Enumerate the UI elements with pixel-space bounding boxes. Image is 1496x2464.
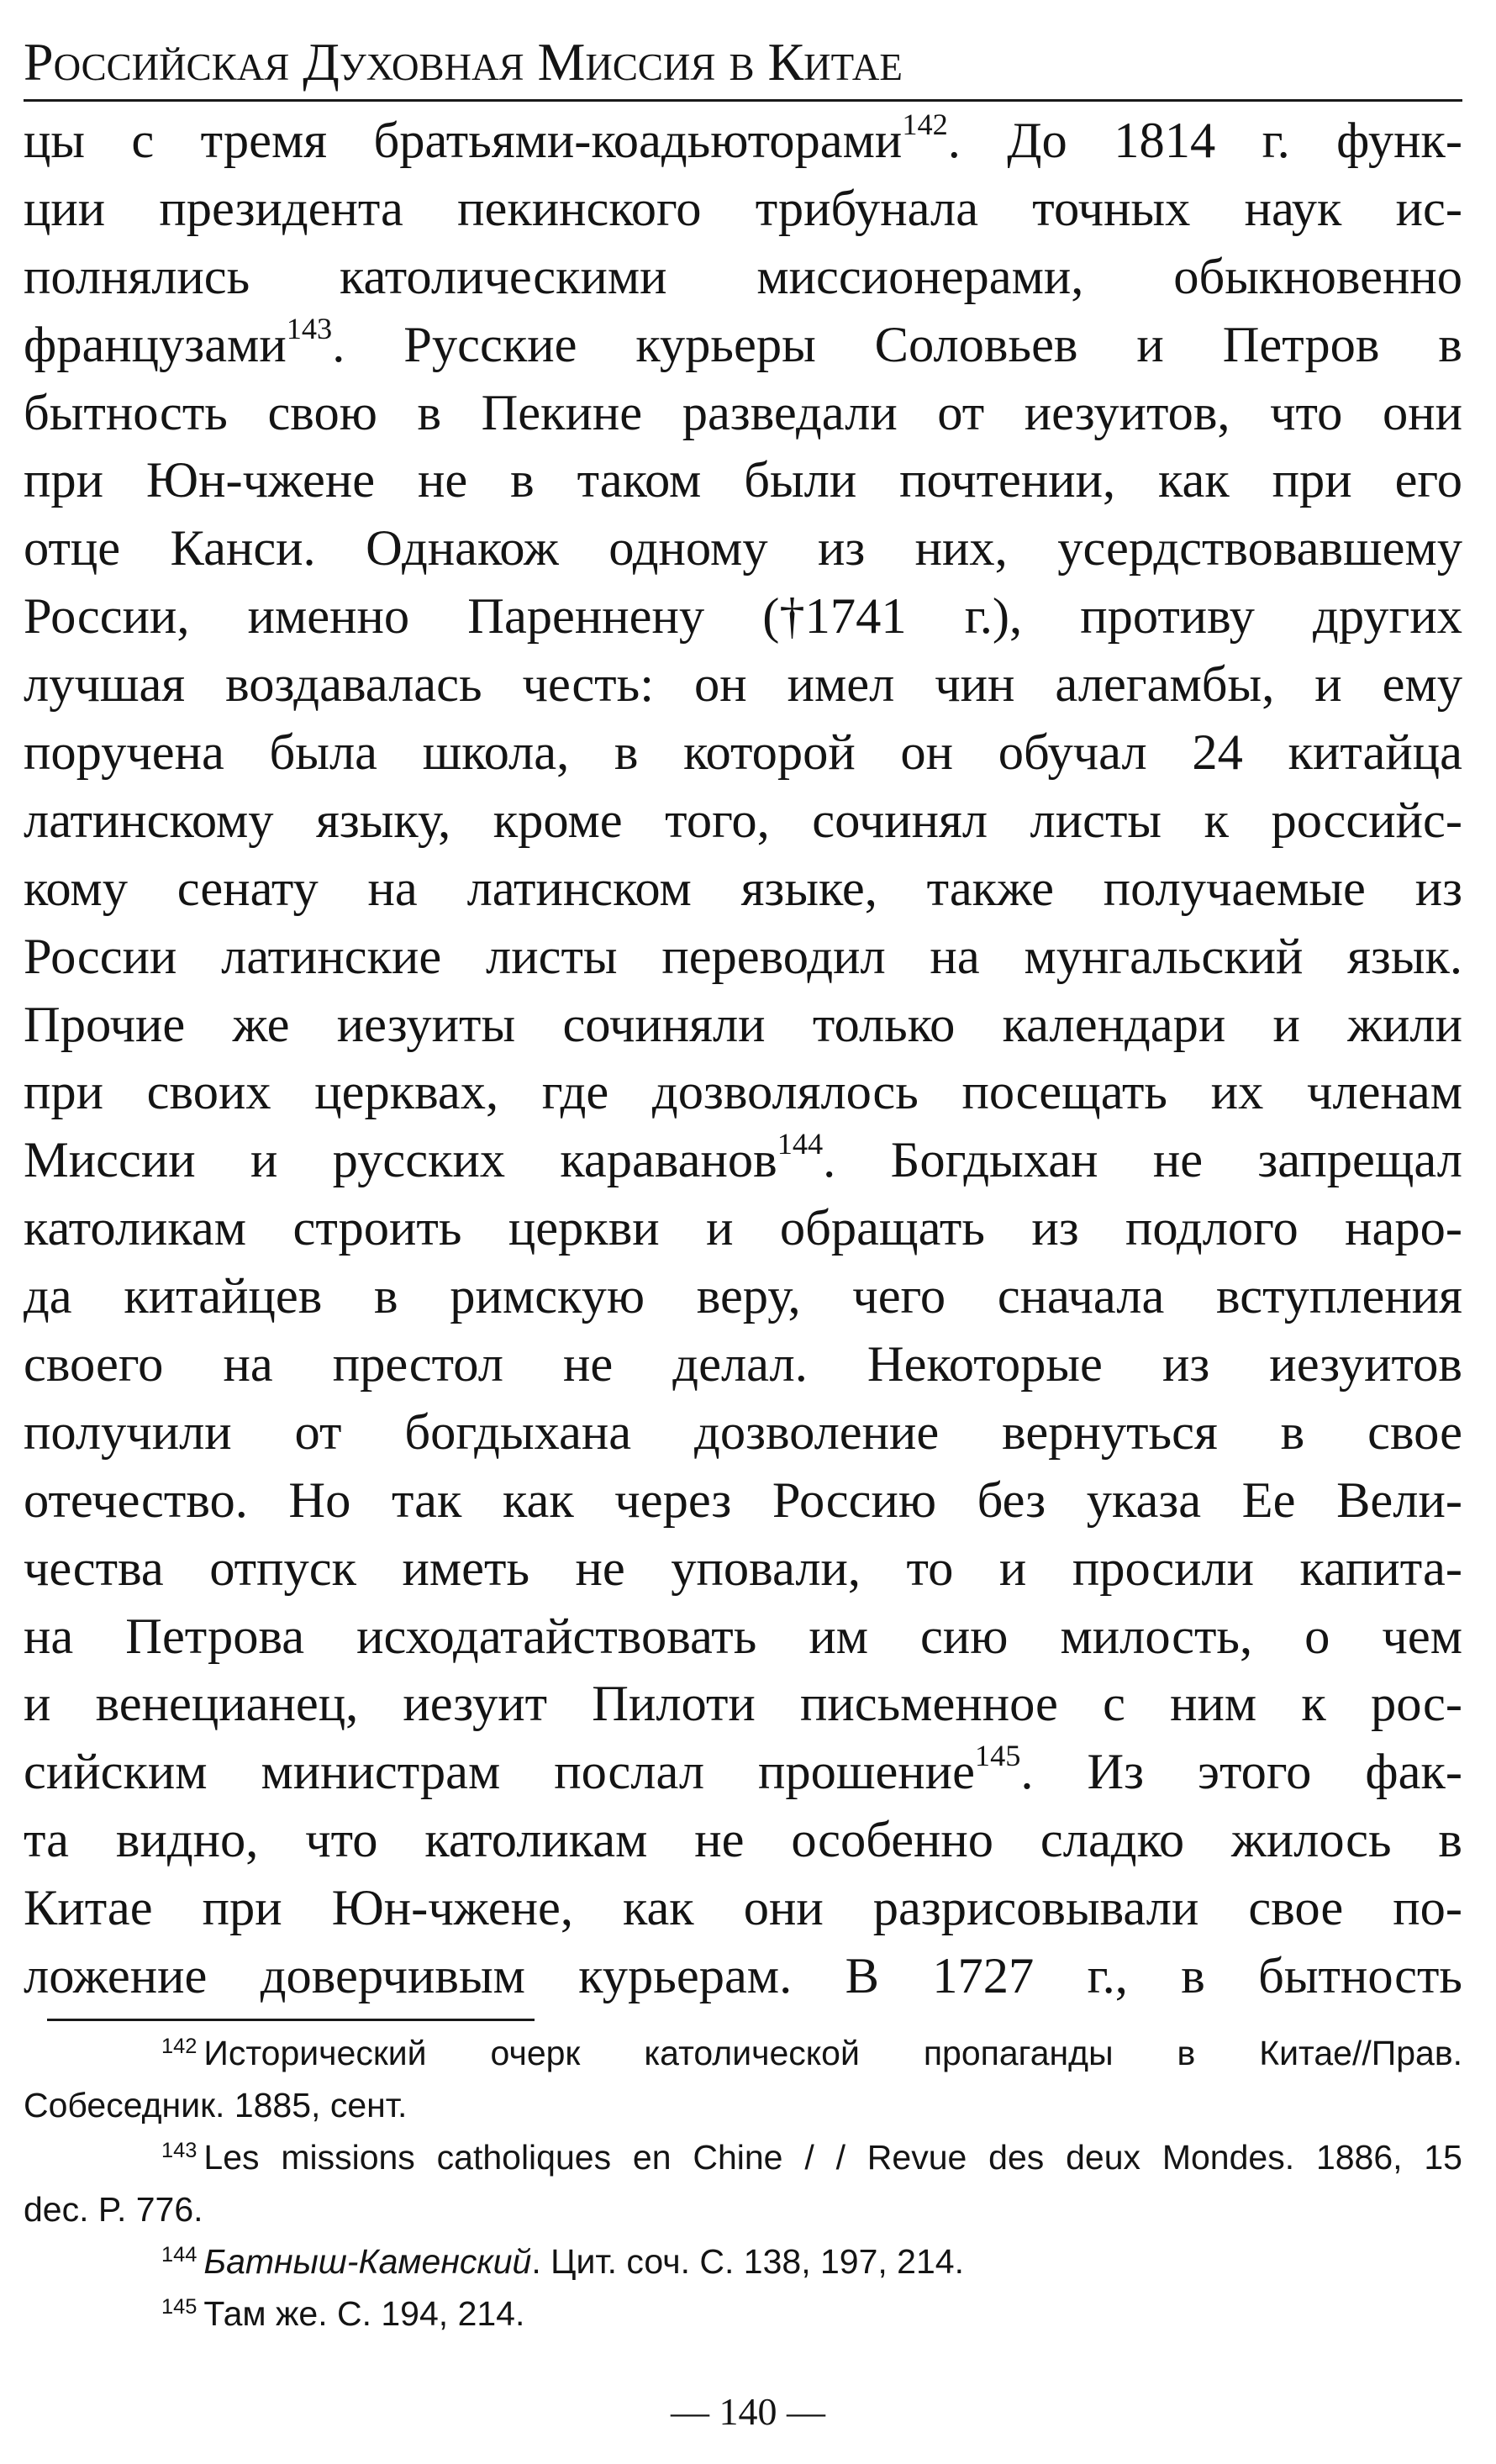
text-segment: лучшая воздавалась честь: он имел чин алегамбы, и ему [24,656,1462,713]
text-line [24,787,1462,856]
text-line [24,244,1462,312]
text-line-content [24,1399,1462,1467]
text-segment: чества отпуск иметь не уповали, то и просили капита- [24,1540,1462,1597]
footnote-rule [47,2019,535,2021]
running-head-word-3: Миссия [537,32,716,92]
text-line [24,992,1462,1060]
footnote-reference[interactable]: 144 [777,1127,824,1161]
footnote-text: Там же. С. 194, 214. [203,2294,525,2333]
text-line-content [24,1467,1462,1535]
text-line-content [24,244,1462,312]
text-line-content [24,583,1462,651]
text-line-content [24,856,1462,924]
text-line [24,1671,1462,1739]
footnote-line: dec. P. 776. [24,2190,203,2229]
text-segment: получили от богдыхана дозволение вернуться в свое [24,1403,1462,1461]
header-rule [24,99,1462,102]
footnote-142 [24,2027,1462,2131]
text-line [24,447,1462,515]
text-line [24,583,1462,651]
text-segment: французами [24,316,287,373]
footnote-line [24,2027,1462,2079]
text-line-content [24,515,1462,583]
text-line-content [24,1739,1462,1807]
footnote-text: . Цит. соч. С. 138, 197, 214. [531,2242,964,2281]
text-line-content [24,992,1462,1060]
text-line [24,1875,1462,1943]
text-segment: при своих церквах, где дозволялось посещать их членам [24,1064,1462,1121]
text-segment: . Из этого фак- [1020,1744,1462,1801]
text-line-content [24,312,1462,380]
text-line [24,515,1462,583]
text-line [24,1331,1462,1399]
text-line [24,380,1462,448]
text-line [24,108,1462,176]
text-segment: . Русские курьеры Соловьев и Петров в [332,316,1462,373]
footnote-author: Батныш-Каменский [203,2242,532,2281]
text-segment: России латинские листы переводил на мунгальский язык. [24,928,1462,985]
text-segment: католикам строить церкви и обращать из подлого наро- [24,1200,1462,1257]
text-segment: России, именно Пареннену (†1741 г.), противу других [24,588,1462,645]
text-line-content [24,108,1462,176]
footnote-reference[interactable]: 145 [974,1739,1021,1773]
text-line-content [24,1127,1462,1195]
text-line-content [24,787,1462,856]
footnote-143 [24,2131,1462,2235]
footnotes [24,2027,1462,2340]
text-segment: . Богдыхан не запрещал [823,1132,1462,1189]
text-line [24,1739,1462,1807]
text-line [24,1127,1462,1195]
footnote-text: Исторический очерк католической пропаганды в Китае//Прав. [203,2034,1462,2072]
footnote-text: Les missions catholiques en Chine / / Revue des deux Mondes. 1886, 15 [203,2138,1462,2177]
footnote-144 [24,2235,1462,2288]
footnote-line: Собеседник. 1885, сент. [24,2086,408,2124]
text-segment: Прочие же иезуиты сочиняли только календари и жили [24,996,1462,1053]
text-segment: ложение доверчивым курьерам. В 1727 г., в бытность [24,1948,1462,2005]
text-segment: ции президента пекинского трибунала точных наук ис- [24,180,1462,237]
text-segment: и венецианец, иезуит Пилоти письменное с ним к рос- [24,1676,1462,1733]
text-segment: отечество. Но так как через Россию без указа Ее Вели- [24,1472,1462,1529]
text-segment: поручена была школа, в которой он обучал 24 китайца [24,724,1462,782]
footnote-145 [24,2288,1462,2340]
text-segment: при Юн-чжене не в таком были почтении, как при его [24,452,1462,509]
text-segment: своего на престол не делал. Некоторые из иезуитов [24,1336,1462,1393]
text-line [24,651,1462,719]
footnote-reference[interactable]: 142 [902,107,948,141]
running-head-word-1: Российская [24,32,290,92]
text-line [24,1535,1462,1603]
text-line [24,1263,1462,1331]
text-line [24,1943,1462,2011]
running-head-word-2: Духовная [303,32,524,92]
text-line [24,1059,1462,1127]
running-head-word-5: Китае [767,32,903,92]
text-segment: латинскому языку, кроме того, сочинял листы к российс- [24,792,1462,849]
text-line [24,924,1462,992]
running-head [24,29,903,96]
footnote-number: 144 [161,2243,198,2267]
text-segment: бытность свою в Пекине разведали от иезуитов, что они [24,384,1462,441]
text-segment: отце Канси. Однакож одному из них, усердствовавшему [24,520,1462,577]
text-segment: сийским министрам послал прошение [24,1744,975,1801]
text-line-content [24,447,1462,515]
text-line-content [24,1331,1462,1399]
text-line [24,1807,1462,1875]
text-segment: полнялись католическими миссионерами, обыкновенно [24,248,1462,305]
text-line-content [24,651,1462,719]
text-line-content [24,1535,1462,1603]
text-line-content [24,1671,1462,1739]
text-line [24,312,1462,380]
text-line-content [24,176,1462,244]
text-segment: цы с тремя братьями-коадьюторами [24,113,903,169]
text-line [24,1399,1462,1467]
text-line [24,1603,1462,1672]
footnote-line [24,2288,1462,2340]
text-line-content [24,924,1462,992]
text-line-content [24,719,1462,787]
footnote-line [24,2131,1462,2183]
text-line-content [24,380,1462,448]
text-segment: . До 1814 г. функ- [947,113,1462,169]
text-line [24,856,1462,924]
text-segment: кому сенату на латинском языке, также получаемые из [24,860,1462,917]
footnote-line [24,2235,1462,2288]
text-line [24,1467,1462,1535]
text-segment: да китайцев в римскую веру, чего сначала вступления [24,1268,1462,1325]
footnote-number: 143 [161,2139,198,2163]
text-line-content [24,1943,1462,2011]
text-line-content [24,1807,1462,1875]
text-segment: на Петрова исходатайствовать им сию милость, о чем [24,1608,1462,1665]
text-line [24,176,1462,244]
text-line [24,719,1462,787]
text-segment: Миссии и русских караванов [24,1132,777,1189]
body-text [24,108,1462,2011]
text-segment: Китае при Юн-чжене, как они разрисовывали свое по- [24,1880,1462,1937]
text-segment: та видно, что католикам не особенно сладко жилось в [24,1812,1462,1869]
text-line-content [24,1263,1462,1331]
text-line-content [24,1875,1462,1943]
text-line-content [24,1195,1462,1263]
page-number: — 140 — [671,2390,825,2433]
text-line-content [24,1603,1462,1672]
text-line [24,1195,1462,1263]
footnote-number: 142 [161,2035,198,2059]
running-head-word-4: в [729,32,755,92]
footnote-number: 145 [161,2295,198,2319]
text-line-content [24,1059,1462,1127]
footnote-reference[interactable]: 143 [286,311,333,345]
